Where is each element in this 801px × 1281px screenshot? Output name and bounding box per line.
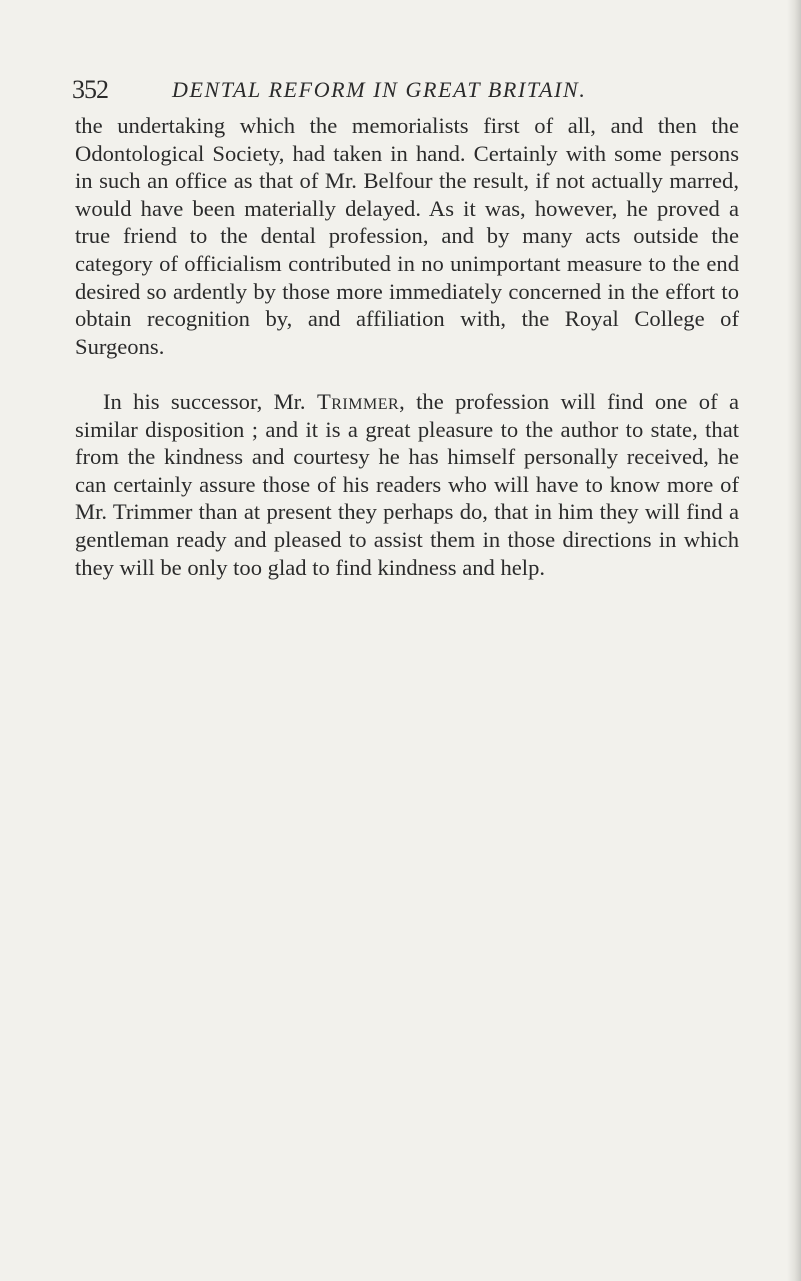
paragraph-1: the undertaking which the memorialists first of all, and then the Odontological Society, had taken in hand. Certainly with some persons in such an office as that of Mr. Belfour the result, if not actually marred, would have been materially delayed. As it was, however, he proved a true friend to the dental profession, and by many acts outside the category of officialism contributed in no unimportant measure to the end desired so ardently by those more immediately concerned in the effort to obtain recognition by, and affiliation with, the Royal College of Surgeons. xyxy=(75,113,739,359)
paragraph-2 xyxy=(75,388,739,581)
running-head: DENTAL REFORM IN GREAT BRITAIN. xyxy=(172,77,587,102)
body-text xyxy=(75,112,739,581)
page-header xyxy=(72,72,732,108)
paragraph-2-start: In his successor, Mr. xyxy=(103,388,317,414)
paragraph-2-rest: , the profession will find one of a similar disposition ; and it is a great pleasure to the author to state, that from the kindness and courtesy he has himself personally received, he can certainly assure those of his readers who will have to know more of Mr. Trimmer than at present they perhaps do, that in him they will find a gentleman ready and pleased to assist them in those directions in which they will be only too glad to find kindness and help. xyxy=(75,388,739,580)
page-edge-shadow xyxy=(787,0,801,1281)
name-trimmer: Trimmer xyxy=(316,388,400,414)
page-number: 352 xyxy=(72,75,108,104)
